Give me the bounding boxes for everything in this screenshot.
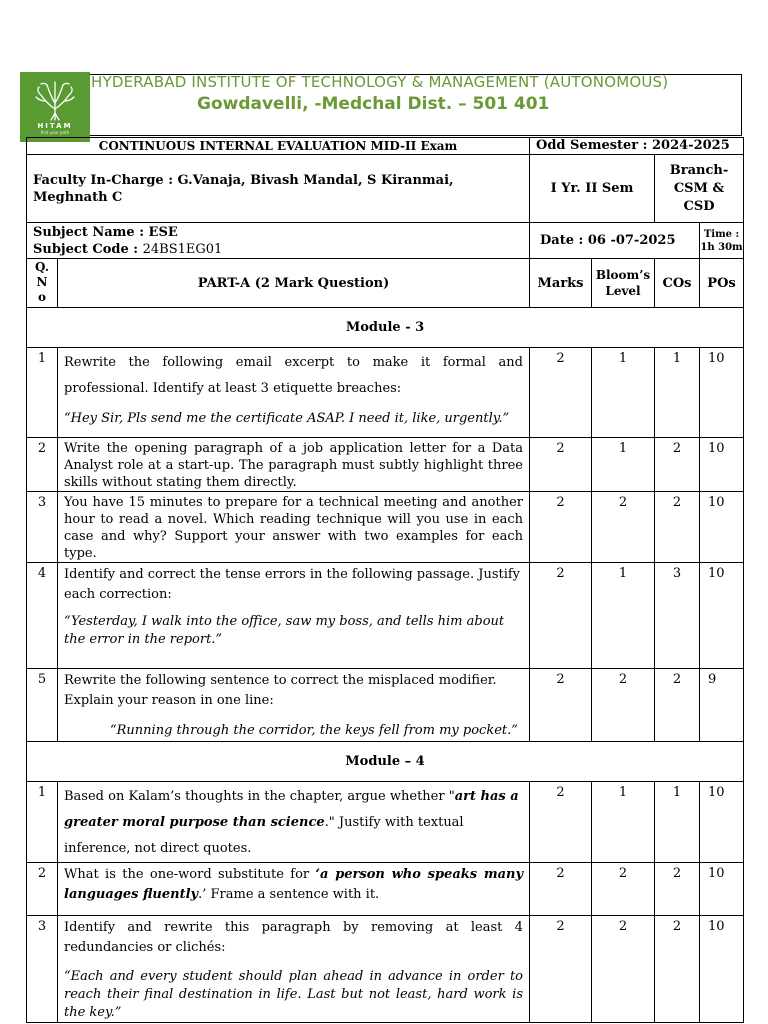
module-4-title: Module – 4 — [27, 742, 744, 782]
institute-logo — [20, 72, 90, 142]
question-body: Rewrite the following sentence to correct the misplaced modifier. Explain your reason in one line: — [64, 673, 497, 708]
table-row — [27, 492, 744, 563]
po-value: 10 — [700, 438, 744, 492]
question-body: Identify and rewrite this paragraph by removing at least 4 redundancies or clichés: — [64, 920, 523, 955]
bloom-value: 1 — [592, 782, 655, 863]
marks-header: Marks — [530, 259, 592, 308]
co-value: 2 — [655, 863, 700, 916]
logo-text: HITAM — [37, 122, 73, 130]
co-value: 2 — [655, 438, 700, 492]
table-row — [27, 438, 744, 492]
question-text — [58, 348, 530, 438]
marks-value: 2 — [530, 492, 592, 563]
co-value: 3 — [655, 563, 700, 669]
marks-value: 2 — [530, 782, 592, 863]
table-row — [27, 863, 744, 916]
question-quote: “Running through the corridor, the keys fell from my pocket.” — [110, 723, 518, 738]
institute-address: Gowdavelli, -Medchal Dist. – 501 401 — [197, 94, 550, 114]
question-pre: Based on Kalam’s thoughts in the chapter, argue whether " — [64, 789, 455, 804]
module-4-row — [27, 742, 744, 782]
marks-value: 2 — [530, 863, 592, 916]
question-text — [58, 782, 530, 863]
question-body: Rewrite the following email excerpt to make it formal and professional. Identify at least 3 etiquette breaches: — [64, 355, 523, 396]
question-paper-table — [26, 137, 744, 1023]
table-row — [27, 348, 744, 438]
cos-header: COs — [655, 259, 700, 308]
question-emphasis: ‘a person who speaks many languages fluently — [64, 867, 523, 902]
exam-time: Time : 1h 30m — [700, 223, 744, 259]
question-number: 4 — [27, 563, 58, 669]
co-value: 2 — [655, 669, 700, 742]
bloom-value: 1 — [592, 438, 655, 492]
bloom-value: 1 — [592, 348, 655, 438]
po-value: 9 — [700, 669, 744, 742]
faculty-row — [27, 155, 744, 223]
marks-value: 2 — [530, 438, 592, 492]
bloom-value: 2 — [592, 669, 655, 742]
po-value: 10 — [700, 782, 744, 863]
bloom-value: 2 — [592, 863, 655, 916]
co-value: 1 — [655, 782, 700, 863]
institute-name: HYDERABAD INSTITUTE OF TECHNOLOGY & MANAGEMENT (AUTONOMOUS) — [91, 73, 669, 91]
question-post: ." Justify with textual inference, not direct quotes. — [64, 815, 464, 856]
marks-value: 2 — [530, 563, 592, 669]
column-header-row — [27, 259, 744, 308]
question-number: 3 — [27, 492, 58, 563]
po-value: 10 — [700, 863, 744, 916]
question-number: 2 — [27, 438, 58, 492]
question-text — [58, 669, 530, 742]
exam-title: CONTINUOUS INTERNAL EVALUATION MID-II Exam — [27, 138, 530, 155]
question-number: 1 — [27, 348, 58, 438]
question-pre: What is the one-word substitute for — [64, 867, 316, 882]
bloom-value: 2 — [592, 492, 655, 563]
marks-value: 2 — [530, 916, 592, 1023]
exam-row — [27, 138, 744, 155]
pos-header: POs — [700, 259, 744, 308]
question-post: .’ Frame a sentence with it. — [198, 887, 380, 902]
subject-row — [27, 223, 744, 259]
question-number: 3 — [27, 916, 58, 1023]
subject-cell — [27, 223, 530, 259]
exam-date: Date : 06 -07-2025 — [530, 223, 700, 259]
part-header: PART-A (2 Mark Question) — [58, 259, 530, 308]
subject-name: Subject Name : ESE — [33, 224, 178, 240]
semester: Odd Semester : 2024-2025 — [530, 138, 744, 155]
bloom-value: 2 — [592, 916, 655, 1023]
question-number: 1 — [27, 782, 58, 863]
faculty-in-charge: Faculty In-Charge : G.Vanaja, Bivash Mandal, S Kiranmai, Meghnath C — [27, 155, 530, 223]
subject-code: 24BS1EG01 — [142, 241, 223, 257]
table-row — [27, 916, 744, 1023]
year-sem: I Yr. II Sem — [530, 155, 655, 223]
module-3-row — [27, 308, 744, 348]
question-number: 2 — [27, 863, 58, 916]
question-text — [58, 863, 530, 916]
table-row — [27, 563, 744, 669]
question-text: Write the opening paragraph of a job application letter for a Data Analyst role at a start-up. The paragraph must subtly highlight three skills without stating them directly. — [58, 438, 530, 492]
co-value: 2 — [655, 916, 700, 1023]
question-text: You have 15 minutes to prepare for a technical meeting and another hour to read a novel. Which reading technique will you use in each case and why? Support your answer with two examples for each type. — [58, 492, 530, 563]
po-value: 10 — [700, 916, 744, 1023]
table-row — [27, 782, 744, 863]
table-row — [27, 669, 744, 742]
marks-value: 2 — [530, 669, 592, 742]
question-number: 5 — [27, 669, 58, 742]
subject-code-label: Subject Code : — [33, 241, 143, 257]
co-value: 2 — [655, 492, 700, 563]
po-value: 10 — [700, 563, 744, 669]
question-body: Identify and correct the tense errors in the following passage. Justify each correction: — [64, 567, 521, 602]
question-quote: “Yesterday, I walk into the office, saw my boss, and tells him about the error in the report.” — [64, 614, 505, 647]
question-quote: “Each and every student should plan ahead in advance in order to reach their final destination in life. Last but not least, hard work is the key.” — [64, 969, 523, 1020]
bloom-header: Bloom’s Level — [592, 259, 655, 308]
module-3-title: Module - 3 — [27, 308, 744, 348]
branch: Branch-CSM & CSD — [655, 155, 744, 223]
question-text — [58, 563, 530, 669]
po-value: 10 — [700, 492, 744, 563]
marks-value: 2 — [530, 348, 592, 438]
po-value: 10 — [700, 348, 744, 438]
qno-header: Q. N o — [27, 259, 58, 308]
bloom-value: 1 — [592, 563, 655, 669]
question-quote: “Hey Sir, Pls send me the certificate ASAP. I need it, like, urgently.” — [64, 411, 510, 426]
subject-code-line — [33, 241, 523, 258]
co-value: 1 — [655, 348, 700, 438]
question-emphasis: art has a greater moral purpose than science — [64, 789, 519, 830]
tree-icon — [33, 79, 77, 121]
question-text — [58, 916, 530, 1023]
logo-tagline: find your path — [40, 130, 70, 135]
